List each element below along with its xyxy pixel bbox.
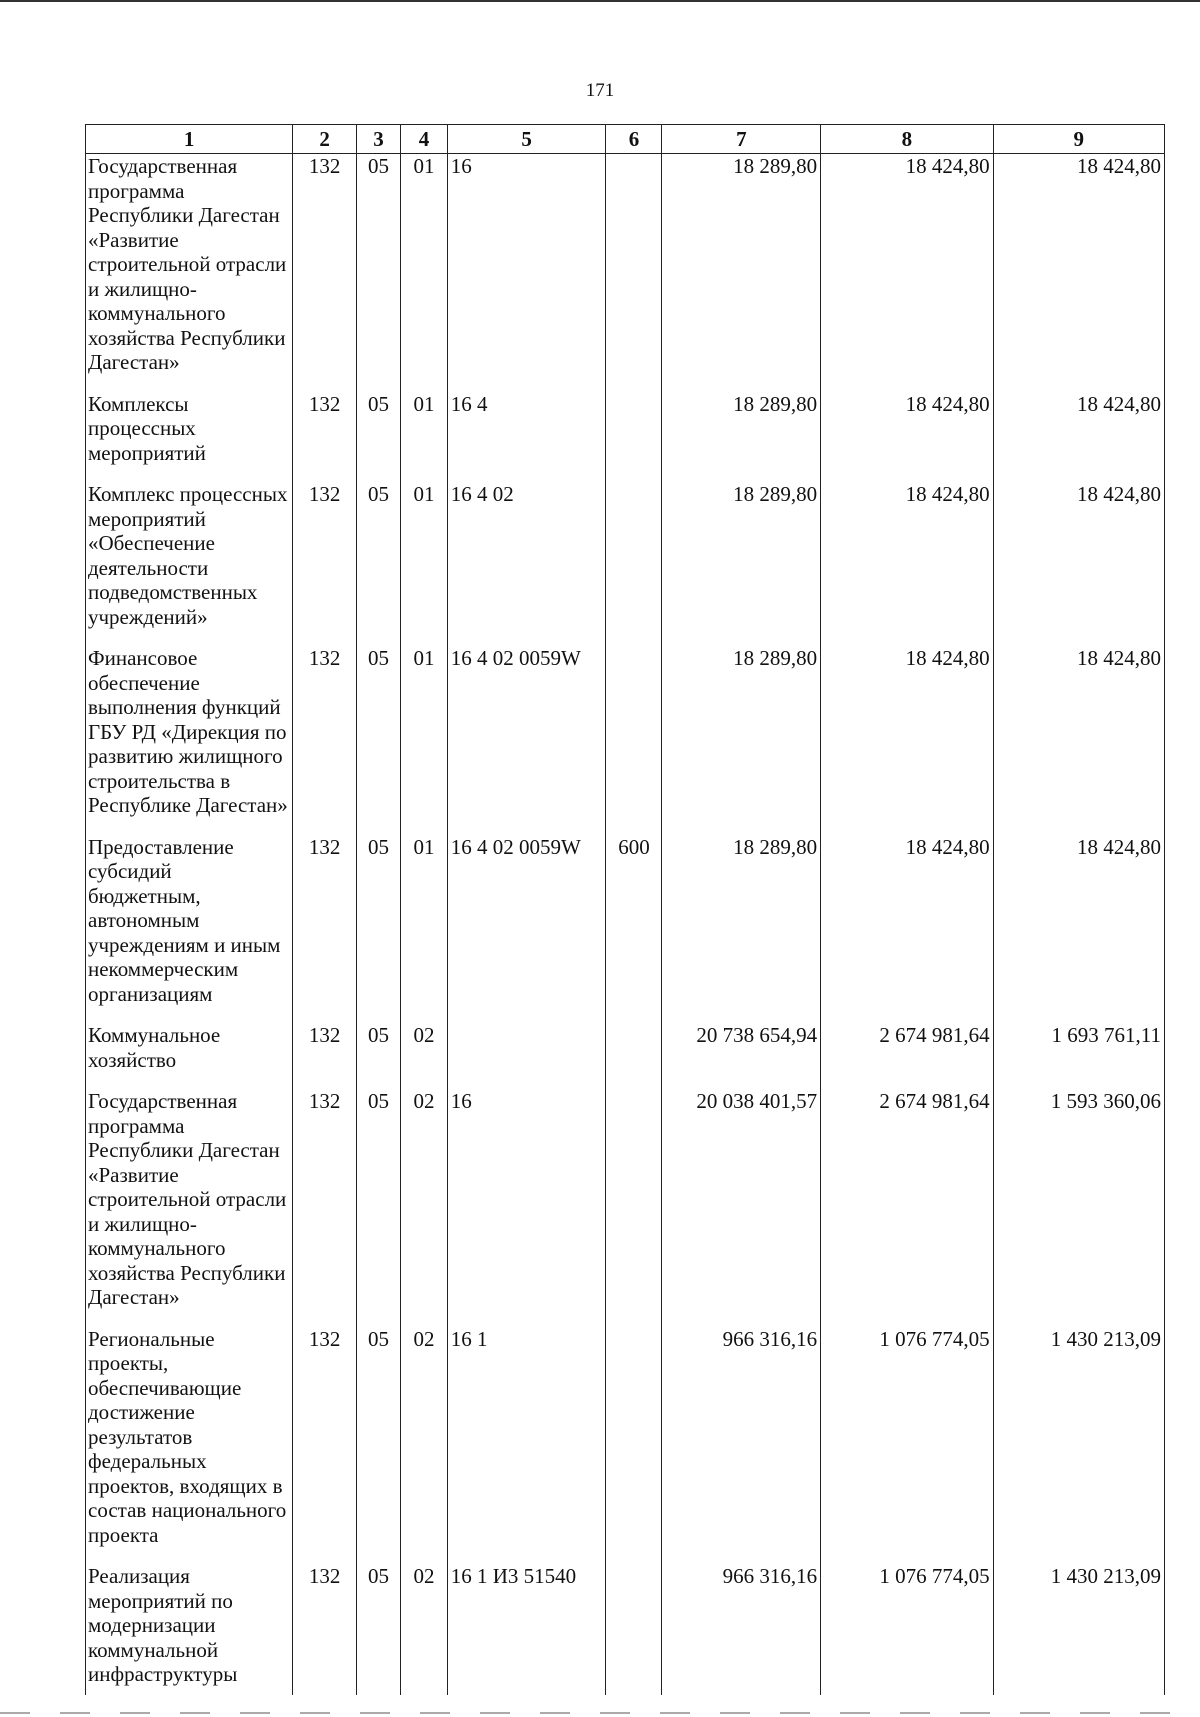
target-article-cell: 16 4 02 0059W bbox=[447, 835, 606, 1024]
section-code-cell: 05 bbox=[356, 1023, 400, 1089]
row-name-cell: Региональные проекты, обеспечивающие достижение результатов федеральных проектов, входящих в состав национального проекта bbox=[86, 1327, 293, 1565]
row-name-cell: Комплекс процессных мероприятий «Обеспечение деятельности подведомственных учреждений» bbox=[86, 482, 293, 646]
header-cell: 5 bbox=[447, 125, 606, 154]
amount-year3-cell: 18 424,80 bbox=[993, 482, 1164, 646]
table-row bbox=[86, 482, 1165, 646]
amount-year2-cell: 1 076 774,05 bbox=[821, 1564, 993, 1695]
row-name-cell: Финансовое обеспечение выполнения функций ГБУ РД «Дирекция по развитию жилищного строительства в Республике Дагестан» bbox=[86, 646, 293, 835]
amount-year3-cell: 1 430 213,09 bbox=[993, 1327, 1164, 1565]
row-name-cell: Государственная программа Республики Дагестан «Развитие строительной отрасли и жилищно-коммунального хозяйства Республики Дагестан» bbox=[86, 154, 293, 392]
budget-table bbox=[85, 124, 1165, 1695]
expense-type-cell bbox=[606, 1023, 662, 1089]
section-code-cell: 05 bbox=[356, 835, 400, 1024]
row-name-cell: Коммунальное хозяйство bbox=[86, 1023, 293, 1089]
amount-year2-cell: 18 424,80 bbox=[821, 646, 993, 835]
target-article-cell: 16 4 02 bbox=[447, 482, 606, 646]
amount-year1-cell: 966 316,16 bbox=[662, 1327, 821, 1565]
section-code-cell: 05 bbox=[356, 646, 400, 835]
amount-year3-cell: 1 693 761,11 bbox=[993, 1023, 1164, 1089]
target-article-cell bbox=[447, 1023, 606, 1089]
amount-year2-cell: 18 424,80 bbox=[821, 482, 993, 646]
subsection-code-cell: 02 bbox=[401, 1327, 448, 1565]
amount-year1-cell: 20 038 401,57 bbox=[662, 1089, 821, 1327]
amount-year1-cell: 966 316,16 bbox=[662, 1564, 821, 1695]
table-row bbox=[86, 646, 1165, 835]
expense-type-cell bbox=[606, 1089, 662, 1327]
row-name-cell: Предоставление субсидий бюджетным, автономным учреждениям и иным некоммерческим организациям bbox=[86, 835, 293, 1024]
subsection-code-cell: 01 bbox=[401, 154, 448, 392]
section-code-cell: 05 bbox=[356, 1564, 400, 1695]
grbs-code-cell: 132 bbox=[293, 1089, 356, 1327]
grbs-code-cell: 132 bbox=[293, 835, 356, 1024]
amount-year1-cell: 20 738 654,94 bbox=[662, 1023, 821, 1089]
amount-year2-cell: 2 674 981,64 bbox=[821, 1023, 993, 1089]
header-cell: 4 bbox=[401, 125, 448, 154]
target-article-cell: 16 1 И3 51540 bbox=[447, 1564, 606, 1695]
subsection-code-cell: 01 bbox=[401, 392, 448, 483]
section-code-cell: 05 bbox=[356, 154, 400, 392]
row-name-cell: Комплексы процессных мероприятий bbox=[86, 392, 293, 483]
section-code-cell: 05 bbox=[356, 482, 400, 646]
amount-year2-cell: 18 424,80 bbox=[821, 154, 993, 392]
subsection-code-cell: 01 bbox=[401, 482, 448, 646]
amount-year3-cell: 18 424,80 bbox=[993, 154, 1164, 392]
amount-year2-cell: 1 076 774,05 bbox=[821, 1327, 993, 1565]
expense-type-cell bbox=[606, 1327, 662, 1565]
expense-type-cell bbox=[606, 646, 662, 835]
grbs-code-cell: 132 bbox=[293, 1564, 356, 1695]
subsection-code-cell: 02 bbox=[401, 1089, 448, 1327]
table-row bbox=[86, 1089, 1165, 1327]
amount-year1-cell: 18 289,80 bbox=[662, 392, 821, 483]
grbs-code-cell: 132 bbox=[293, 154, 356, 392]
header-cell: 9 bbox=[993, 125, 1164, 154]
amount-year1-cell: 18 289,80 bbox=[662, 646, 821, 835]
amount-year3-cell: 18 424,80 bbox=[993, 646, 1164, 835]
table-header-row bbox=[86, 125, 1165, 154]
table-row bbox=[86, 1564, 1165, 1695]
expense-type-cell bbox=[606, 1564, 662, 1695]
amount-year1-cell: 18 289,80 bbox=[662, 482, 821, 646]
header-cell: 3 bbox=[356, 125, 400, 154]
subsection-code-cell: 02 bbox=[401, 1023, 448, 1089]
subsection-code-cell: 01 bbox=[401, 646, 448, 835]
amount-year2-cell: 18 424,80 bbox=[821, 835, 993, 1024]
table-row bbox=[86, 154, 1165, 392]
amount-year3-cell: 1 430 213,09 bbox=[993, 1564, 1164, 1695]
expense-type-cell bbox=[606, 154, 662, 392]
row-name-cell: Государственная программа Республики Дагестан «Развитие строительной отрасли и жилищно-коммунального хозяйства Республики Дагестан» bbox=[86, 1089, 293, 1327]
subsection-code-cell: 02 bbox=[401, 1564, 448, 1695]
header-cell: 7 bbox=[662, 125, 821, 154]
header-cell: 6 bbox=[606, 125, 662, 154]
bottom-scan-edge bbox=[0, 1712, 1200, 1714]
grbs-code-cell: 132 bbox=[293, 1327, 356, 1565]
section-code-cell: 05 bbox=[356, 392, 400, 483]
target-article-cell: 16 bbox=[447, 1089, 606, 1327]
expense-type-cell bbox=[606, 392, 662, 483]
table-row bbox=[86, 392, 1165, 483]
row-name-cell: Реализация мероприятий по модернизации коммунальной инфраструктуры bbox=[86, 1564, 293, 1695]
header-cell: 1 bbox=[86, 125, 293, 154]
section-code-cell: 05 bbox=[356, 1327, 400, 1565]
grbs-code-cell: 132 bbox=[293, 646, 356, 835]
target-article-cell: 16 1 bbox=[447, 1327, 606, 1565]
grbs-code-cell: 132 bbox=[293, 1023, 356, 1089]
amount-year3-cell: 18 424,80 bbox=[993, 392, 1164, 483]
table-row bbox=[86, 835, 1165, 1024]
grbs-code-cell: 132 bbox=[293, 482, 356, 646]
table-row bbox=[86, 1327, 1165, 1565]
amount-year3-cell: 1 593 360,06 bbox=[993, 1089, 1164, 1327]
header-cell: 2 bbox=[293, 125, 356, 154]
table-row bbox=[86, 1023, 1165, 1089]
target-article-cell: 16 4 bbox=[447, 392, 606, 483]
target-article-cell: 16 bbox=[447, 154, 606, 392]
section-code-cell: 05 bbox=[356, 1089, 400, 1327]
amount-year2-cell: 18 424,80 bbox=[821, 392, 993, 483]
amount-year3-cell: 18 424,80 bbox=[993, 835, 1164, 1024]
page-number: 171 bbox=[585, 80, 615, 101]
header-cell: 8 bbox=[821, 125, 993, 154]
expense-type-cell: 600 bbox=[606, 835, 662, 1024]
amount-year2-cell: 2 674 981,64 bbox=[821, 1089, 993, 1327]
top-border-line bbox=[0, 0, 1200, 2]
subsection-code-cell: 01 bbox=[401, 835, 448, 1024]
grbs-code-cell: 132 bbox=[293, 392, 356, 483]
target-article-cell: 16 4 02 0059W bbox=[447, 646, 606, 835]
expense-type-cell bbox=[606, 482, 662, 646]
amount-year1-cell: 18 289,80 bbox=[662, 835, 821, 1024]
amount-year1-cell: 18 289,80 bbox=[662, 154, 821, 392]
